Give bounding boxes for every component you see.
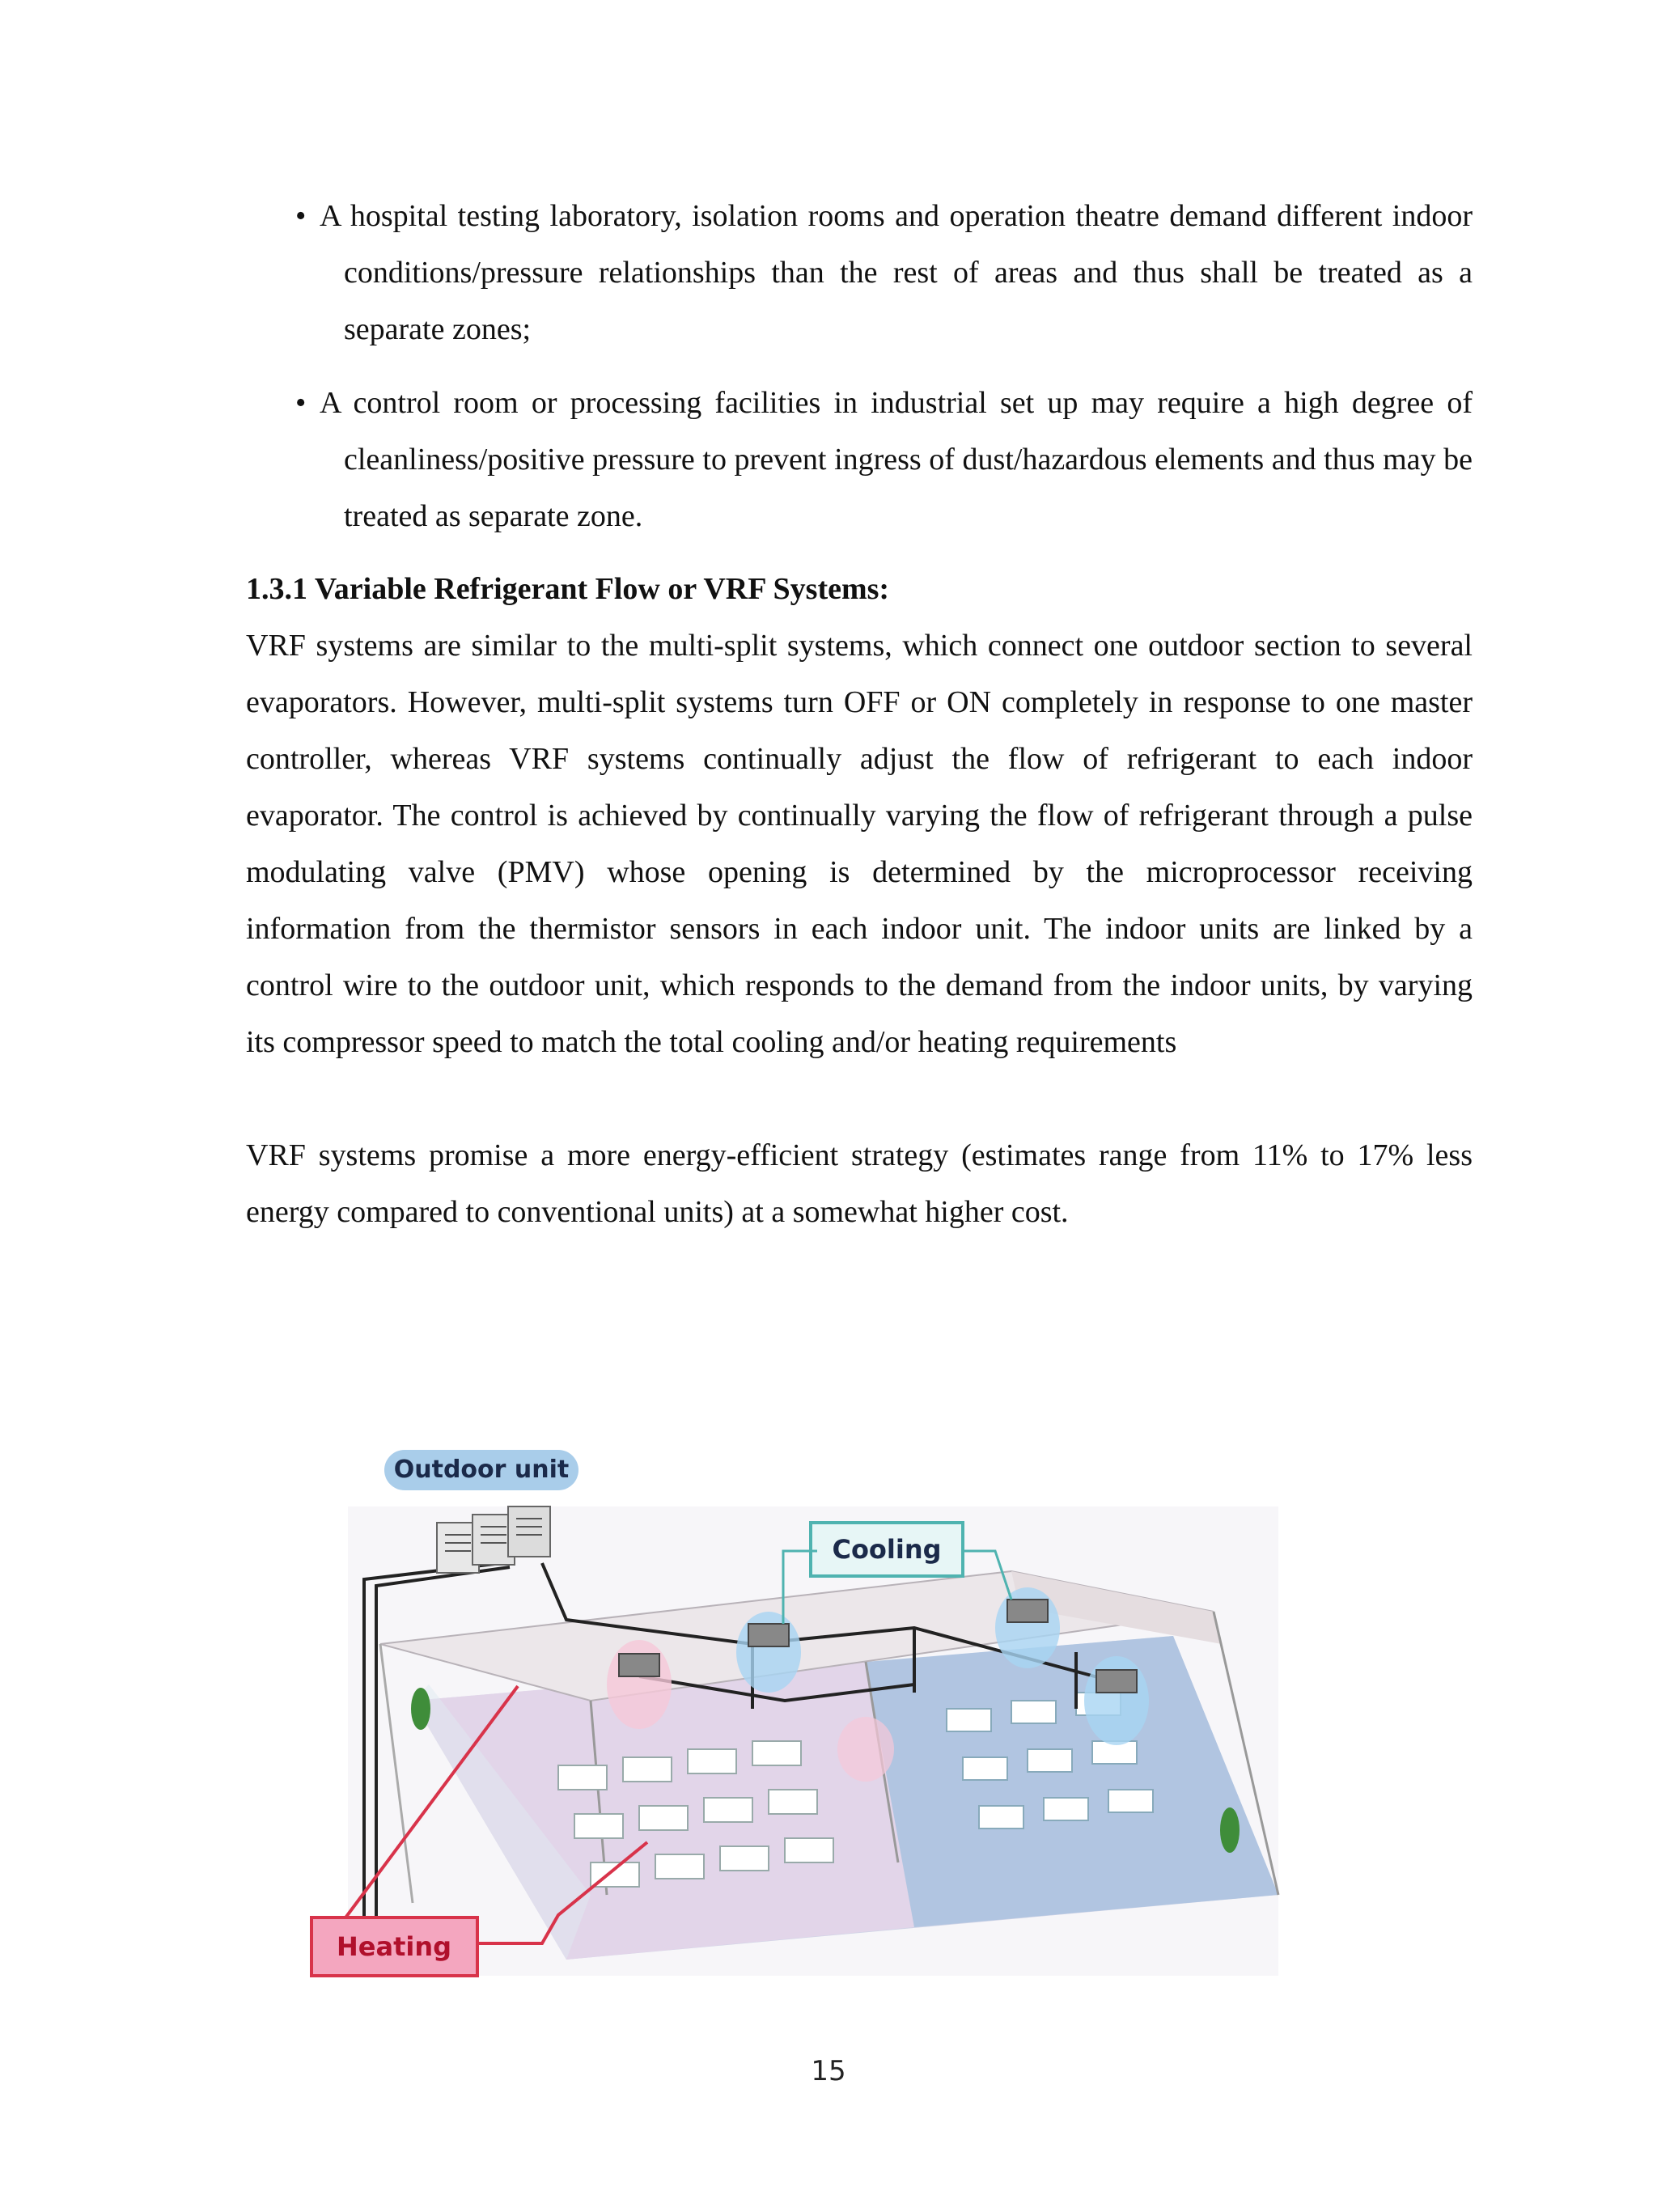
bullet-item-hospital <box>295 188 1473 358</box>
paragraph-vrf-description: VRF systems are similar to the multi-split systems, which connect one outdoor section to several evaporators. However, multi-split systems turn OFF or ON completely in response to one master controller, whereas VRF systems continually adjust the flow of refrigerant to each indoor evaporator. The control is achieved by continually varying the flow of refrigerant through a pulse modulating valve (PMV) whose opening is determined by the microprocessor receiving information from the thermistor sensors in each indoor unit. The indoor units are linked by a control wire to the outdoor unit, which responds to the demand from the indoor units, by varying its compressor speed to match the total cooling and/or heating requirements <box>246 629 1473 1059</box>
paragraph-vrf-efficiency: VRF systems promise a more energy-efficient strategy (estimates range from 11% to 17% less energy compared to conventional units) at a somewhat higher cost. <box>246 1138 1473 1229</box>
vrf-system-figure <box>299 1442 1303 1992</box>
vrf-building-illustration <box>299 1442 1303 1992</box>
cooling-label-text: Cooling <box>832 1534 942 1565</box>
bullet-symbol: • <box>295 386 307 420</box>
bullet-text: A hospital testing laboratory, isolation rooms and operation theatre demand different indoor conditions/pressure relationships than the rest of areas and thus shall be treated as a separate zones; <box>320 199 1473 346</box>
page-number: 15 <box>811 2055 846 2087</box>
outdoor-unit-label <box>384 1450 578 1490</box>
bullet-symbol: • <box>295 199 307 233</box>
bullet-item-control-room <box>295 375 1473 545</box>
section-heading: 1.3.1 Variable Refrigerant Flow or VRF Systems: <box>246 572 890 606</box>
bullet-text: A control room or processing facilities in industrial set up may require a high degree of cleanliness/positive pressure to prevent ingress of dust/hazardous elements and thus may be treated as separate zone. <box>320 386 1473 533</box>
heating-label-text: Heating <box>336 1931 452 1962</box>
outdoor-unit-label-text: Outdoor unit <box>393 1456 570 1484</box>
